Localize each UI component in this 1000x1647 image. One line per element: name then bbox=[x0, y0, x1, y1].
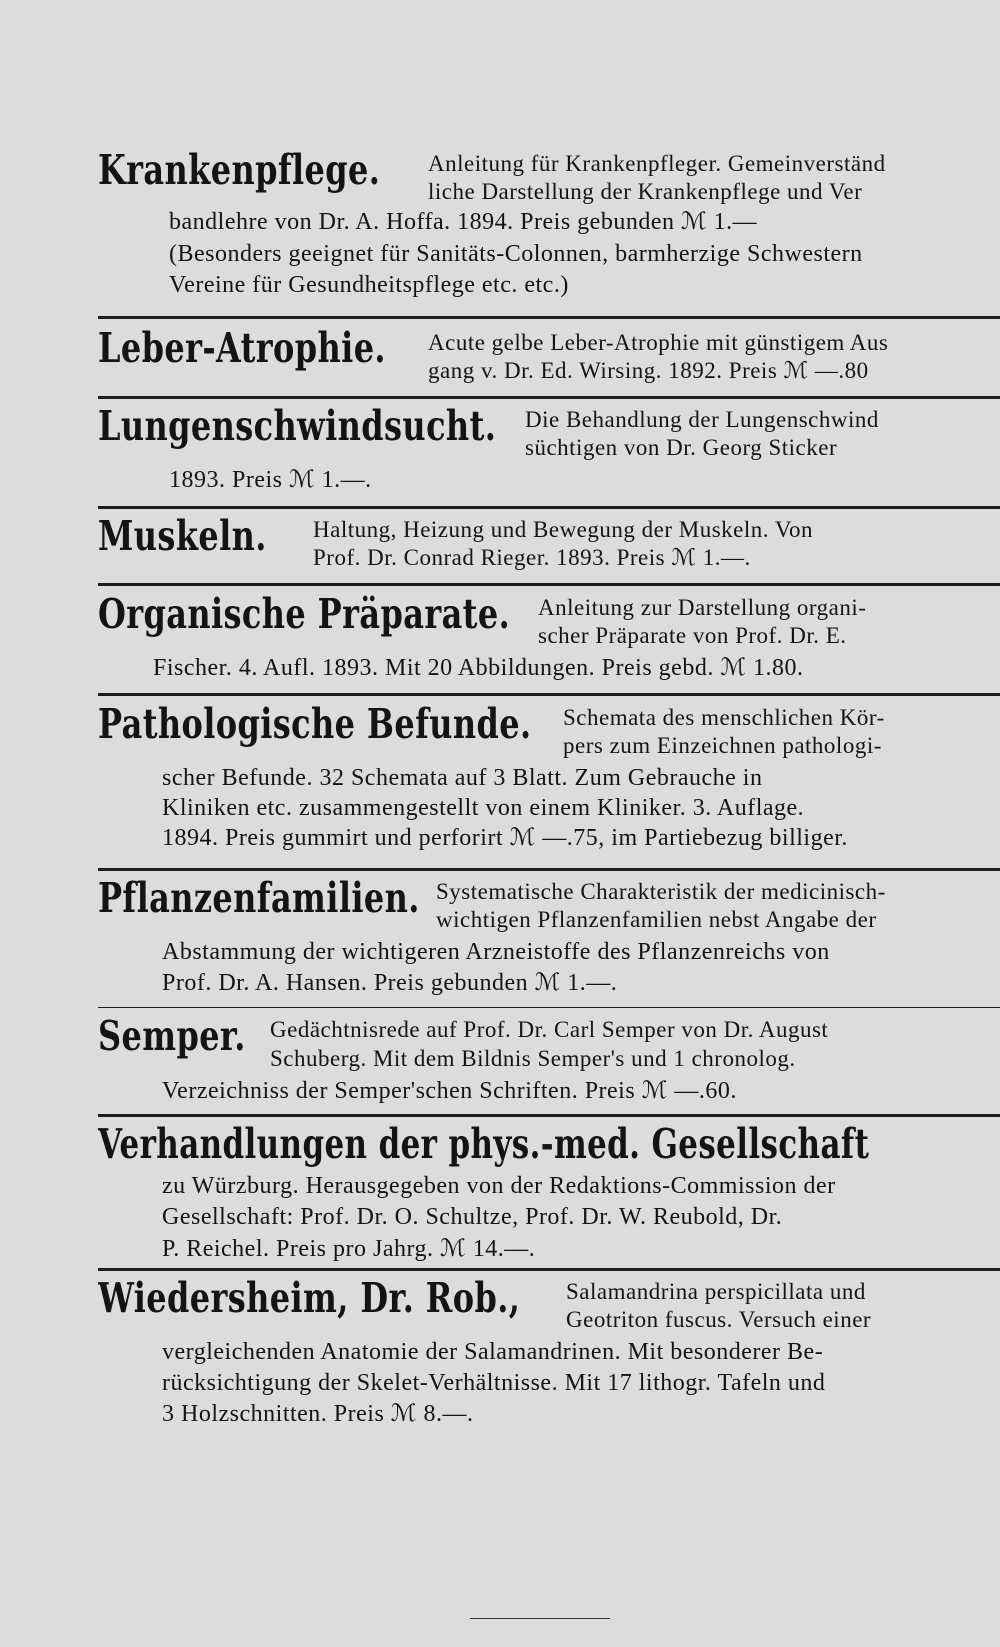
entry-organische-praeparate bbox=[98, 592, 1000, 692]
entry-text-line: Schuberg. Mit dem Bildnis Semper's und 1 chronolog. bbox=[270, 1046, 796, 1071]
divider-rule bbox=[98, 506, 1000, 509]
entry-krankenpflege bbox=[98, 148, 1000, 308]
entry-text-line: Haltung, Heizung und Bewegung der Muskeln. Von bbox=[313, 517, 813, 542]
entry-text-line: Anleitung für Krankenpfleger. Gemeinverständ bbox=[428, 151, 886, 176]
entry-text-line: (Besonders geeignet für Sanitäts-Colonnen, barmherzige Schwestern bbox=[169, 241, 863, 267]
entry-text-line: vergleichenden Anatomie der Salamandrinen. Mit besonderer Be- bbox=[162, 1339, 824, 1365]
entry-text-line: Schemata des menschlichen Kör- bbox=[563, 705, 885, 730]
entry-text-line: Verzeichniss der Semper'schen Schriften. Preis ℳ —.60. bbox=[162, 1078, 737, 1104]
entry-muskeln bbox=[98, 514, 1000, 584]
divider-rule bbox=[98, 1114, 1000, 1117]
entry-text-line: scher Befunde. 32 Schemata auf 3 Blatt. Zum Gebrauche in bbox=[162, 765, 763, 791]
entry-text-line: zu Würzburg. Herausgegeben von der Redaktions-Commission der bbox=[162, 1173, 836, 1199]
entry-pathologische-befunde bbox=[98, 702, 1000, 862]
entry-text-line: Fischer. 4. Aufl. 1893. Mit 20 Abbildungen. Preis gebd. ℳ 1.80. bbox=[153, 655, 804, 681]
entry-verhandlungen bbox=[98, 1122, 1000, 1262]
divider-rule bbox=[98, 868, 1000, 871]
entry-title: Wiedersheim, Dr. Rob., bbox=[98, 1276, 521, 1322]
entry-text-line: Die Behandlung der Lungenschwind bbox=[525, 407, 879, 432]
end-rule bbox=[470, 1618, 610, 1619]
entry-text-line: gang v. Dr. Ed. Wirsing. 1892. Preis ℳ —.80 bbox=[428, 358, 869, 383]
entry-text-line: Abstammung der wichtigeren Arzneistoffe des Pflanzenreichs von bbox=[162, 939, 830, 965]
entry-text-line: pers zum Einzeichnen pathologi- bbox=[563, 733, 882, 758]
divider-rule bbox=[98, 693, 1000, 696]
divider-rule bbox=[98, 583, 1000, 586]
entry-text-line: Geotriton fuscus. Versuch einer bbox=[566, 1307, 872, 1332]
entry-title: Leber-Atrophie. bbox=[98, 326, 386, 372]
entry-title: Verhandlungen der phys.-med. Gesellschaft bbox=[98, 1122, 870, 1168]
entry-title: Semper. bbox=[98, 1014, 246, 1060]
entry-text-line: Systematische Charakteristik der medicinisch- bbox=[436, 879, 886, 904]
entry-text-line: 3 Holzschnitten. Preis ℳ 8.—. bbox=[162, 1401, 474, 1427]
entry-title: Lungenschwindsucht. bbox=[98, 404, 497, 450]
entry-title: Muskeln. bbox=[98, 514, 267, 560]
entry-text-line: liche Darstellung der Krankenpflege und Ver bbox=[428, 179, 863, 204]
divider-rule bbox=[98, 1007, 1000, 1008]
divider-rule bbox=[98, 316, 1000, 319]
entry-semper bbox=[98, 1014, 1000, 1114]
entry-text-line: scher Präparate von Prof. Dr. E. bbox=[538, 623, 847, 648]
entry-text-line: rücksichtigung der Skelet-Verhältnisse. Mit 17 lithogr. Tafeln und bbox=[162, 1370, 826, 1396]
entry-text-line: 1893. Preis ℳ 1.—. bbox=[169, 467, 372, 493]
entry-title: Krankenpflege. bbox=[98, 148, 381, 194]
entry-title: Pflanzenfamilien. bbox=[98, 876, 420, 922]
divider-rule bbox=[98, 396, 1000, 399]
entry-text-line: Vereine für Gesundheitspflege etc. etc.) bbox=[169, 272, 569, 298]
entry-text-line: süchtigen von Dr. Georg Sticker bbox=[525, 435, 838, 460]
entry-text-line: bandlehre von Dr. A. Hoffa. 1894. Preis gebunden ℳ 1.— bbox=[169, 209, 758, 235]
entry-leber-atrophie bbox=[98, 326, 1000, 396]
entry-title: Pathologische Befunde. bbox=[98, 702, 532, 748]
entry-text-line: Gedächtnisrede auf Prof. Dr. Carl Semper von Dr. August bbox=[270, 1017, 829, 1042]
entry-text-line: Gesellschaft: Prof. Dr. O. Schultze, Prof. Dr. W. Reubold, Dr. bbox=[162, 1204, 783, 1230]
entry-text-line: Prof. Dr. Conrad Rieger. 1893. Preis ℳ 1.—. bbox=[313, 545, 751, 570]
entry-text-line: Salamandrina perspicillata und bbox=[566, 1279, 866, 1304]
entry-text-line: wichtigen Pflanzenfamilien nebst Angabe der bbox=[436, 907, 877, 932]
divider-rule bbox=[98, 1268, 1000, 1271]
entry-title: Organische Präparate. bbox=[98, 592, 511, 638]
entry-text-line: P. Reichel. Preis pro Jahrg. ℳ 14.—. bbox=[162, 1236, 536, 1262]
entry-pflanzenfamilien bbox=[98, 876, 1000, 1006]
entry-text-line: Anleitung zur Darstellung organi- bbox=[538, 595, 867, 620]
entry-text-line: Prof. Dr. A. Hansen. Preis gebunden ℳ 1.—. bbox=[162, 970, 618, 996]
entry-text-line: 1894. Preis gummirt und perforirt ℳ —.75, im Partiebezug billiger. bbox=[162, 825, 848, 851]
entry-wiedersheim bbox=[98, 1276, 1000, 1436]
entry-text-line: Acute gelbe Leber-Atrophie mit günstigem Aus bbox=[428, 330, 889, 355]
entry-lungenschwindsucht bbox=[98, 404, 1000, 504]
entry-text-line: Kliniken etc. zusammengestellt von einem Kliniker. 3. Auflage. bbox=[162, 795, 805, 821]
